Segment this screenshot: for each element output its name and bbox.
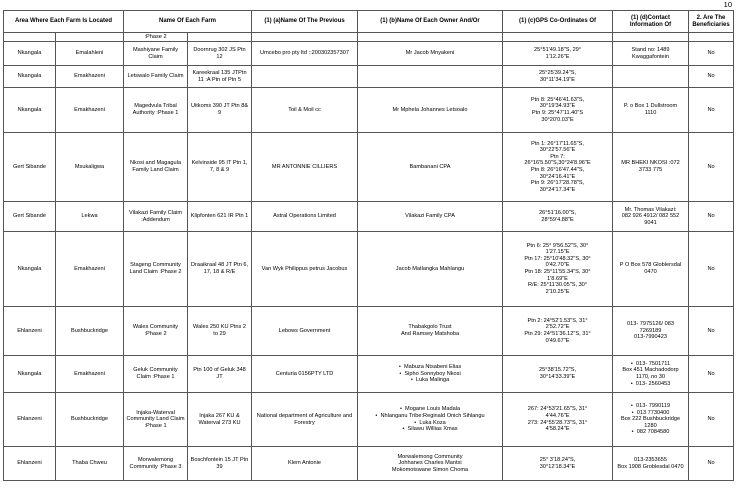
text-line: Van Wyk Philippus petrus Jacobus — [261, 265, 348, 272]
text-line: Magedvula Tribal Authority :Phase 1 — [132, 103, 179, 116]
cell-local-municipality — [56, 133, 124, 202]
text-line: Ptn 9: 26°17'28.78"S, — [530, 180, 585, 187]
cell-owner — [358, 133, 503, 202]
table-row — [4, 88, 734, 133]
text-line: No — [707, 213, 715, 220]
header-gps — [503, 11, 613, 33]
text-line: Jacob Matlangka Mahlangu — [395, 265, 465, 272]
text-line: No — [707, 327, 715, 334]
cell-property — [188, 66, 252, 88]
text-line: No — [707, 50, 715, 57]
text-line: Thabakgolo Trust — [408, 324, 452, 331]
cell-property — [188, 202, 252, 232]
cell-farm-name — [124, 356, 188, 393]
cell-contact — [613, 66, 689, 88]
text-line: Nkangala — [17, 50, 42, 57]
table-row — [4, 307, 734, 356]
table-row — [4, 42, 734, 66]
text-line: Ptn 6: 25° 9'56.52"S, 30° — [526, 242, 589, 249]
text-line: No — [707, 460, 715, 467]
cell-local-municipality — [56, 307, 124, 356]
list-item: • Nhlanganu Tribe:Reginald Onich Sihlangu — [360, 413, 500, 420]
text-line: Emakhazeni — [74, 73, 105, 80]
text-line: 1170, no 30 — [635, 374, 666, 380]
cell-contact — [613, 447, 689, 481]
text-line: 9041 — [644, 219, 657, 226]
text-line: 30°20'0.03"E — [541, 116, 574, 123]
contact-list — [615, 381, 686, 388]
text-line: Wales Community :Phase 2 — [132, 324, 179, 337]
text-line: Mokomotswane Simon Choma — [391, 466, 469, 473]
text-line: No — [707, 416, 715, 423]
cell-gps — [503, 202, 613, 232]
cell-gps — [503, 447, 613, 481]
cell-gps — [503, 393, 613, 447]
text-line: Centuria 0156PTY LTD — [275, 370, 334, 377]
cell-empty — [252, 33, 358, 42]
owner-list — [360, 364, 500, 384]
table-row — [4, 356, 734, 393]
cell-beneficiaries — [689, 66, 734, 88]
cell-local-municipality — [56, 232, 124, 307]
farm-claims-table — [3, 10, 734, 481]
text-line: Ptn 8: 26°16'47.44"S, — [530, 167, 585, 173]
text-line: 1'8.69"E — [547, 275, 568, 282]
cell-local-municipality — [56, 447, 124, 481]
text-line: 25°25'39.24"S, — [539, 69, 577, 76]
text-line: 2'52.72"E — [545, 324, 570, 331]
header-previous-owner — [252, 11, 358, 33]
cell-previous-owner — [252, 307, 358, 356]
cell-property — [188, 393, 252, 447]
cell-empty — [56, 33, 124, 42]
text-line: 4'58.24"E — [545, 426, 570, 433]
text-line: Uitkoms 390 JT Ptn 8& 9 — [190, 103, 249, 116]
text-line: Morwalemong Community — [397, 453, 463, 460]
text-line: Ptn 18: 25°11'55.34"S, 30° — [524, 269, 591, 275]
list-item: • 013- 7501711 — [615, 361, 686, 368]
page-number: 10 — [723, 0, 732, 9]
list-item: • 013- 2560453 — [615, 381, 686, 388]
text-line: Letswalo Family Claim — [127, 73, 184, 80]
text-line: Toil & Moil cc — [288, 106, 321, 113]
text-line: Gert Sibande — [13, 213, 46, 220]
text-line: Klipfonten 621 IR Ptn 1 — [190, 213, 249, 220]
cell-previous-owner — [252, 356, 358, 393]
text-line: Nkosi and Magagula Family Land Claim — [130, 160, 182, 173]
text-line: Ehlanzeni — [17, 327, 42, 334]
cell-owner — [358, 447, 503, 481]
text-line: 1110 — [644, 110, 657, 116]
text-line: 013-7990423 — [634, 334, 667, 341]
cell-local-municipality — [56, 88, 124, 133]
cell-previous-owner — [252, 393, 358, 447]
cell-owner — [358, 66, 503, 88]
text-line: 013- 7975126/ 083 — [627, 321, 674, 328]
cell-gps — [503, 307, 613, 356]
cell-local-municipality — [56, 66, 124, 88]
cell-local-municipality — [56, 42, 124, 66]
text-line: (1) (c) — [519, 18, 536, 24]
text-line: MR ANTONNIE CILLIERS — [271, 163, 338, 170]
contact-list — [615, 429, 686, 436]
list-item: • 082 7084580 — [615, 429, 686, 436]
text-line: Ehlanzeni — [17, 460, 42, 467]
text-line: Doornrug 302 JS Ptn 12 — [193, 46, 246, 60]
cell-district — [4, 447, 56, 481]
text-line: Mr Mphela Johannes Letsoalo — [392, 106, 468, 113]
cell-gps — [503, 356, 613, 393]
cell-empty — [358, 33, 503, 42]
text-line: Vilakazi Family Claim :Addendum — [128, 209, 183, 223]
cell-farm-name — [124, 232, 188, 307]
text-line: 26°16'5.50"S,30°24'8.96"E — [524, 160, 591, 167]
cell-previous-owner — [252, 447, 358, 481]
cell-empty — [503, 33, 613, 42]
text-line: 267: 24°53'21.65"S, 31° — [527, 406, 588, 413]
text-line: Nkangala — [17, 73, 42, 80]
contact-address — [615, 367, 686, 380]
cell-farm-name — [124, 307, 188, 356]
cell-previous-owner — [252, 232, 358, 307]
header-owner — [358, 11, 503, 33]
cell-empty — [188, 33, 252, 42]
text-line: Name Of Each Owner And/Or — [396, 18, 480, 24]
text-line: Mr. Thomas Vilakazi: — [624, 206, 677, 213]
cell-empty — [689, 33, 734, 42]
text-line: Box 1908 Groblesdal 0470 — [617, 463, 684, 470]
cell-district — [4, 393, 56, 447]
text-line: Thaba Chweu — [72, 460, 107, 467]
cell-beneficiaries — [689, 133, 734, 202]
cell-farm-name — [124, 42, 188, 66]
cell-district — [4, 356, 56, 393]
cell-district — [4, 42, 56, 66]
cell-farm-name — [124, 66, 188, 88]
cell-contact — [613, 88, 689, 133]
list-item: • 013- 7990119 — [615, 403, 686, 410]
text-line: 1'12.26"E — [545, 53, 570, 60]
cell-farm-name — [124, 393, 188, 447]
text-line: Emalahleni — [75, 50, 104, 57]
text-line: MR BHEKI NKOSI :072 — [621, 160, 680, 167]
cell-local-municipality — [56, 202, 124, 232]
cell-property — [188, 307, 252, 356]
text-line: P. o Box 1 Dullstroom — [623, 103, 678, 110]
text-line: Geluk Community Claim :Phase 1 — [133, 367, 178, 380]
cell-property — [188, 88, 252, 133]
text-line: Stand no: 1489 — [631, 46, 670, 53]
contact-list — [615, 361, 686, 368]
text-line: Gert Sibande — [13, 163, 46, 170]
text-line: (1) (d) — [631, 14, 648, 21]
cell-owner — [358, 88, 503, 133]
list-item: • Mabuza Ntsabeni Elias — [360, 364, 500, 371]
text-line: (1) (a) — [264, 18, 281, 24]
cell-beneficiaries — [689, 202, 734, 232]
cell-farm-name — [124, 447, 188, 481]
text-line: Klem Antonie — [288, 460, 321, 467]
cell-owner — [358, 202, 503, 232]
text-line: Ptn 29: 24°51'36.12"S, 31° — [524, 331, 591, 337]
cell-gps — [503, 88, 613, 133]
cell-property — [188, 232, 252, 307]
text-line: Draaikraal 48 JT Ptn 6, 17, 18 & R/E — [190, 262, 249, 275]
text-line: Bushbuckridge — [71, 327, 109, 334]
cell-property — [188, 447, 252, 481]
cell-district — [4, 133, 56, 202]
header-contact — [613, 11, 689, 33]
cell-owner — [358, 393, 503, 447]
text-line: 1'27.15"E — [545, 249, 570, 256]
contact-list — [615, 403, 686, 416]
text-line: Injaka 267 KU & Waterval 273 KU — [198, 412, 241, 426]
text-line: Morwalemong Community :Phase 3 — [129, 456, 182, 470]
text-line: 082 926 4912/ 082 552 — [621, 213, 680, 220]
cell-contact — [613, 232, 689, 307]
header-area: Area Where Each Farm Is Located — [4, 11, 124, 33]
cell-previous-owner — [252, 42, 358, 66]
table-row — [4, 66, 734, 88]
text-line: 4'44.76"E — [545, 412, 570, 419]
cell-district — [4, 232, 56, 307]
text-line: Mashiyane Family Claim — [132, 46, 179, 60]
text-line: 30°11'34.19"E — [539, 76, 576, 83]
cell-beneficiaries — [689, 307, 734, 356]
text-line: 25° 3'18.24"S, — [539, 456, 576, 463]
text-line: 30°22'57.56"E — [539, 147, 576, 154]
text-line: 25°51'49.18"S, 29° — [534, 46, 582, 53]
list-item: • Luka Malinga — [360, 377, 500, 384]
text-line: (1) (b) — [380, 18, 397, 24]
text-line: Nkangala — [17, 106, 42, 113]
text-line: 2'10.25"E — [545, 288, 570, 295]
text-line: Vilakazi Family CPA — [405, 213, 455, 220]
text-line: Msukaligwa — [74, 163, 105, 170]
text-line: Kareekraal 135 JTPtn 11 :A Ptn of Ptn 5 — [192, 69, 247, 83]
cell-previous-owner — [252, 133, 358, 202]
cell-beneficiaries — [689, 88, 734, 133]
text-line: 0'49.67"E — [545, 337, 570, 344]
table-row — [4, 202, 734, 232]
cell-contact — [613, 356, 689, 393]
header-beneficiaries: 2. Are The Beneficiaries — [689, 11, 734, 33]
cell-gps — [503, 42, 613, 66]
text-line: And Ramsey Matshoba — [400, 331, 460, 337]
table-row — [4, 133, 734, 202]
text-line: Mr Jacob Mnyakeni — [405, 50, 455, 57]
cell-gps — [503, 133, 613, 202]
table-row — [4, 232, 734, 307]
text-line: Emakhazeni — [74, 370, 105, 377]
list-item: • Luka Koza — [360, 420, 500, 427]
cell-district — [4, 66, 56, 88]
text-line: Ehlanzeni — [17, 416, 42, 423]
text-line: Contact Information Of — [629, 14, 672, 28]
text-line: 0'42.70"E — [545, 262, 570, 269]
cell-farm-name — [124, 133, 188, 202]
cell-owner — [358, 356, 503, 393]
text-line: 30°19'34.93"E — [539, 103, 576, 110]
text-line: Name Of The Previous — [280, 18, 345, 24]
header-farm-name: Name Of Each Farm — [124, 11, 252, 33]
cell-property — [188, 42, 252, 66]
list-item: • 013 7730400 — [615, 410, 686, 417]
cell-gps — [503, 66, 613, 88]
contact-address — [615, 416, 686, 429]
text-line: 273: 24°55'28.73"S, 31° — [527, 419, 588, 426]
cell-owner — [358, 42, 503, 66]
text-line: Kelvinside 95 IT Ptn 1, 7, 8 & 9 — [191, 160, 248, 173]
cell-contact — [613, 133, 689, 202]
text-line: 3733 775 — [638, 167, 663, 173]
cell-contact — [613, 307, 689, 356]
cell-district — [4, 88, 56, 133]
list-item: • Sipho Sonnyboy Nkosi — [360, 371, 500, 378]
cell-local-municipality — [56, 393, 124, 447]
cell-empty — [4, 33, 56, 42]
text-line: Ptn 1: 26°17'11.65"S, — [531, 140, 584, 147]
text-line: Injaka-Waterval Community Land Claim :Phase 1 — [126, 409, 185, 429]
text-line: Boschfontein 15 JT Ptn 39 — [190, 456, 249, 470]
text-line: Ptn 100 of Geluk 348 JT — [193, 367, 246, 380]
text-line: No — [707, 106, 715, 113]
cell-local-municipality — [56, 356, 124, 393]
cell-district — [4, 202, 56, 232]
text-line: GPS Co-Ordinates Of — [535, 18, 597, 24]
text-line: No — [707, 73, 715, 80]
text-line: Ptn 7: — [550, 153, 565, 160]
text-line: Wales 250 KU Ptns 2 to 29 — [193, 324, 246, 337]
text-line: Emakhazeni — [74, 265, 105, 272]
cell-beneficiaries — [689, 232, 734, 307]
cell-previous-owner — [252, 202, 358, 232]
text-line: 7269189 — [639, 327, 662, 334]
cell-property — [188, 133, 252, 202]
cell-gps — [503, 232, 613, 307]
text-line: Ptn 17: 25°10'48.32"S, 30° — [524, 255, 591, 262]
text-line: 26°51'16.00"S, — [539, 209, 577, 216]
cell-beneficiaries — [689, 42, 734, 66]
text-line: Lekwa — [81, 213, 98, 220]
cell-contact — [613, 393, 689, 447]
text-line: Emakhazeni — [74, 106, 105, 113]
cell-beneficiaries — [689, 393, 734, 447]
cell-property — [188, 356, 252, 393]
text-line: Kwaggafontein — [632, 53, 670, 60]
text-line: 30°24'16.41"E — [539, 173, 576, 180]
text-line: Johhanes Charles Mantsi — [398, 460, 462, 467]
text-line: Umcebo pro pty ltd ::200302357307 — [260, 50, 349, 57]
text-line: Bambanani CPA — [409, 163, 451, 170]
text-line: Lebows Government — [278, 327, 331, 334]
table-row — [4, 447, 734, 481]
text-line: Box 451 Machadodorp — [622, 367, 679, 374]
cell-previous-owner — [252, 66, 358, 88]
cell-contact — [613, 202, 689, 232]
text-line: No — [707, 265, 715, 272]
text-line: P O Box 578 Globlersdal — [619, 262, 682, 269]
text-line: Box 222 Bushbuckridge — [620, 416, 681, 423]
text-line: 25°38'15.72"S, — [539, 367, 577, 374]
text-line: 1280 — [644, 422, 657, 429]
text-line: Ptn 9: 25°47'11.40"S — [531, 110, 584, 116]
text-line: 30°24'17.34"E — [539, 186, 576, 193]
cell-empty — [613, 33, 689, 42]
cell-owner — [358, 232, 503, 307]
text-line: National department of Agriculture and Forestry — [256, 412, 353, 426]
text-line: Stageng Community Land Claim :Phase 2 — [129, 262, 182, 275]
text-line: Bushbuckridge — [71, 416, 109, 423]
text-line: Astral Operations Limited — [273, 213, 336, 220]
text-line: 0470 — [644, 269, 657, 275]
list-item: • Silawu Willias Xmas — [360, 426, 500, 433]
text-line: R/E: 25°11'30.05"S, 30° — [527, 282, 588, 289]
cell-farm: :Phase 2 — [124, 33, 188, 42]
header-row — [4, 11, 734, 33]
text-line: Ptn 8: 25°46'41.63"S, — [530, 96, 585, 103]
cell-farm-name — [124, 88, 188, 133]
cell-district — [4, 307, 56, 356]
text-line: 30°14'33.39"E — [539, 374, 576, 380]
text-line: Nkangala — [17, 370, 42, 377]
text-line: No — [707, 370, 715, 377]
cell-beneficiaries — [689, 356, 734, 393]
cell-owner — [358, 307, 503, 356]
continuation-row — [4, 33, 734, 42]
list-item: • Mogane Louis Madala — [360, 406, 500, 413]
cell-beneficiaries — [689, 447, 734, 481]
cell-previous-owner — [252, 88, 358, 133]
cell-contact — [613, 42, 689, 66]
text-line: 28°59'4.88"E — [541, 216, 574, 223]
text-line: 013-2353655 — [634, 456, 667, 463]
cell-farm-name — [124, 202, 188, 232]
table-row — [4, 393, 734, 447]
text-line: Nkangala — [17, 265, 42, 272]
text-line: No — [707, 163, 715, 170]
owner-list — [360, 406, 500, 432]
text-line: 30°12'18.34"E — [539, 463, 576, 470]
text-line: Ptn 2: 24°52'1.53"S, 31° — [527, 317, 588, 324]
